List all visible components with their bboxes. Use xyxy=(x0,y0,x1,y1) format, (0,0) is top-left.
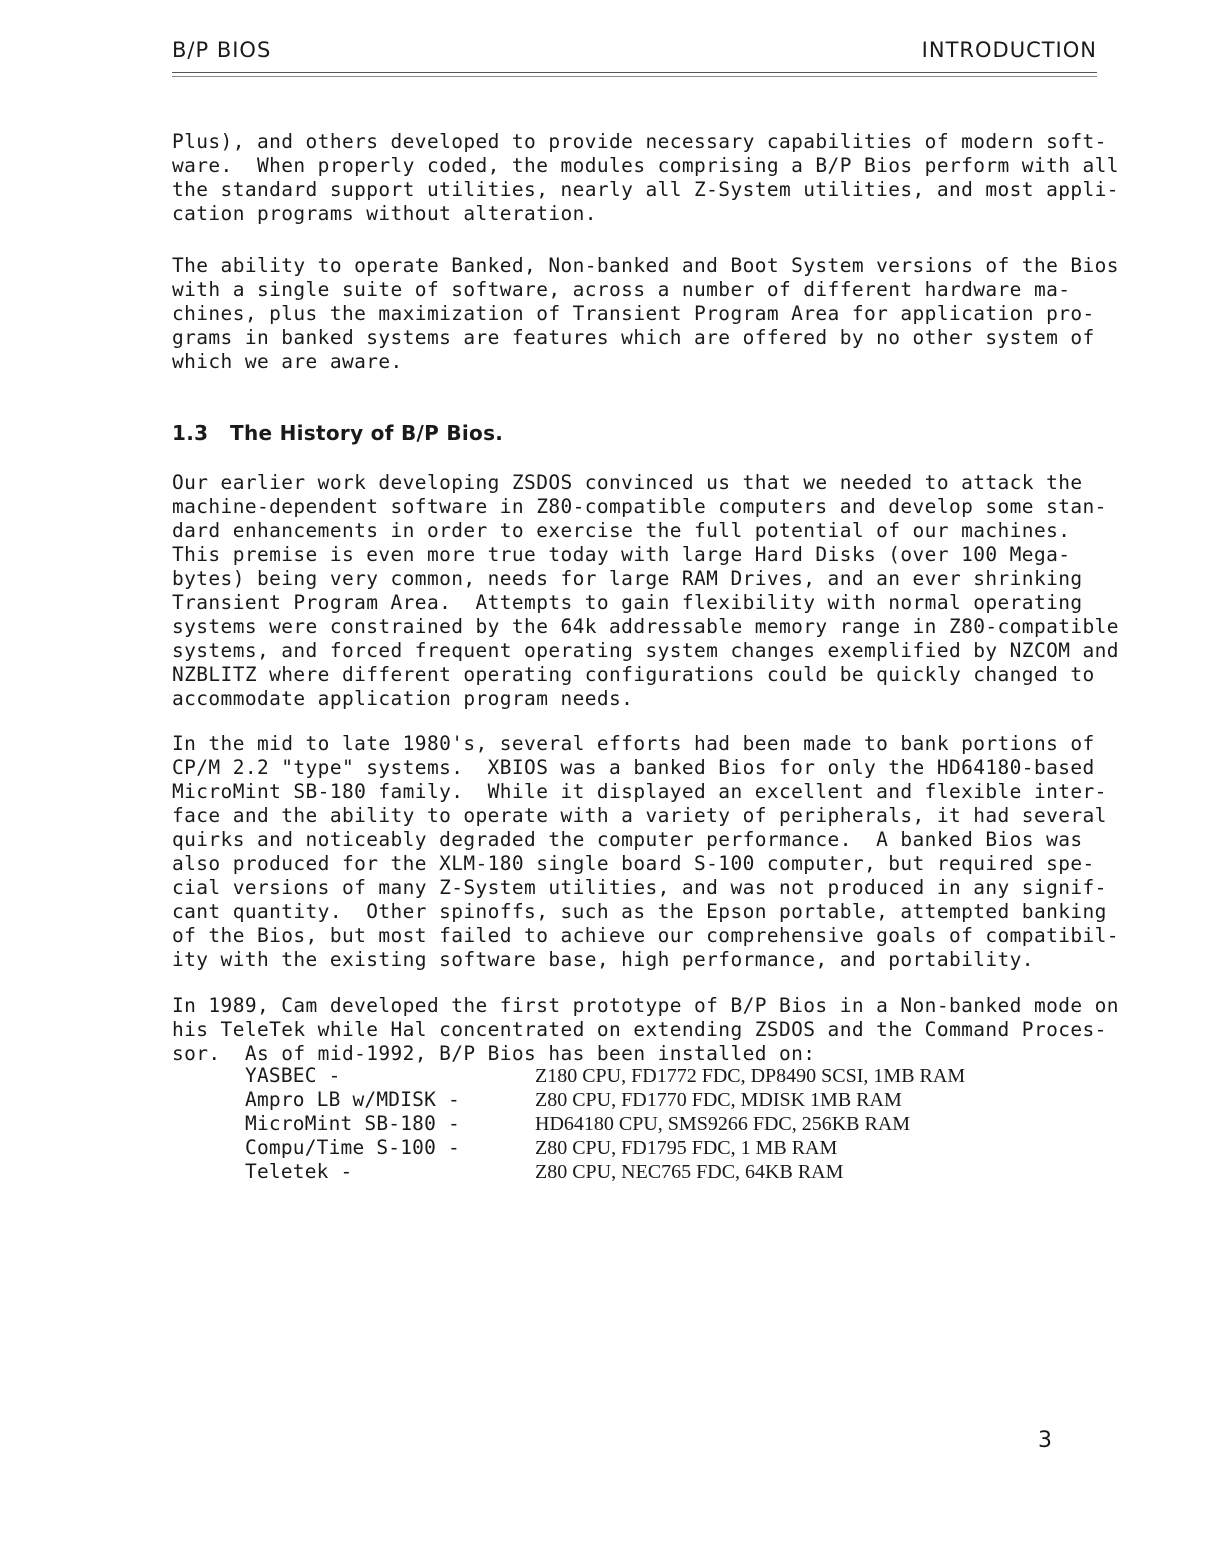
list-item xyxy=(245,1136,1105,1160)
paragraph-mid-late-1980s: In the mid to late 1980's, several efforts had been made to bank portions of CP/M 2.2 "type" systems. XBIOS was a banked Bios for only the HD64180-based MicroMint SB-180 family. While it displayed an excellent and flexible inter- face and the ability to operate with a variety of peripherals, it had several quirks and noticeably degraded the computer performance. A banked Bios was also produced for the XLM-180 single board S-100 computer, but required spe- cial versions of many Z-System utilities, and was not produced in any signif- cant quantity. Other spinoffs, such as the Epson portable, attempted banking of the Bios, but most failed to achieve our comprehensive goals of compatibil- ity with the existing software base, high performance, and portability. xyxy=(172,732,1119,971)
section-number: 1.3 xyxy=(172,421,209,445)
header-rule xyxy=(172,72,1097,73)
page-number: 3 xyxy=(1038,1428,1052,1453)
system-spec: Z80 CPU, FD1795 FDC, 1 MB RAM xyxy=(535,1137,838,1159)
system-name: Teletek - xyxy=(245,1160,353,1183)
list-item xyxy=(245,1088,1105,1112)
system-name: Compu/Time S-100 - xyxy=(245,1136,460,1159)
list-item xyxy=(245,1112,1105,1136)
system-name: YASBEC - xyxy=(245,1064,341,1087)
system-spec: Z180 CPU, FD1772 FDC, DP8490 SCSI, 1MB RAM xyxy=(535,1065,966,1087)
list-item xyxy=(245,1160,1105,1184)
page-header xyxy=(172,38,1097,68)
header-section: INTRODUCTION xyxy=(921,38,1097,62)
system-spec: Z80 CPU, FD1770 FDC, MDISK 1MB RAM xyxy=(535,1089,902,1111)
paragraph-earlier-work: Our earlier work developing ZSDOS convinced us that we needed to attack the machine-dependent software in Z80-compatible computers and develop some stan- dard enhancements in order to exercise the full potential of our machines. This premise is even more true today with large Hard Disks (over 100 Mega- bytes) being very common, needs for large RAM Drives, and an ever shrinking Transient Program Area. Attempts to gain flexibility with normal operating systems were constrained by the 64k addressable memory range in Z80-compatible systems, and forced frequent operating system changes exemplified by NZCOM and NZBLITZ where different operating configurations could be quickly changed to accommodate application program needs. xyxy=(172,471,1119,710)
system-name: MicroMint SB-180 - xyxy=(245,1112,460,1135)
system-spec: HD64180 CPU, SMS9266 FDC, 256KB RAM xyxy=(535,1113,911,1135)
header-rule-double xyxy=(172,76,1097,77)
installed-systems-list xyxy=(245,1064,1105,1184)
system-spec: Z80 CPU, NEC765 FDC, 64KB RAM xyxy=(535,1161,844,1183)
system-name: Ampro LB w/MDISK - xyxy=(245,1088,460,1111)
header-title: B/P BIOS xyxy=(172,38,272,62)
paragraph-ability: The ability to operate Banked, Non-banked and Boot System versions of the Bios with a single suite of software, across a number of different hardware ma- chines, plus the maximization of Transient Program Area for application pro- grams in banked systems are features which are offered by no other system of which we are aware. xyxy=(172,254,1119,373)
paragraph-1989: In 1989, Cam developed the first prototype of B/P Bios in a Non-banked mode on his TeleTek while Hal concentrated on extending ZSDOS and the Command Proces- sor. As of mid-1992, B/P Bios has been installed on: xyxy=(172,994,1119,1065)
section-heading xyxy=(172,421,503,445)
list-item xyxy=(245,1064,1105,1088)
section-title: The History of B/P Bios. xyxy=(230,421,504,445)
paragraph-plus-continuation: Plus), and others developed to provide necessary capabilities of modern soft- ware. When properly coded, the modules comprising a B/P Bios perform with all the standard support utilities, nearly all Z-System utilities, and most appli- cation programs without alteration. xyxy=(172,130,1119,225)
